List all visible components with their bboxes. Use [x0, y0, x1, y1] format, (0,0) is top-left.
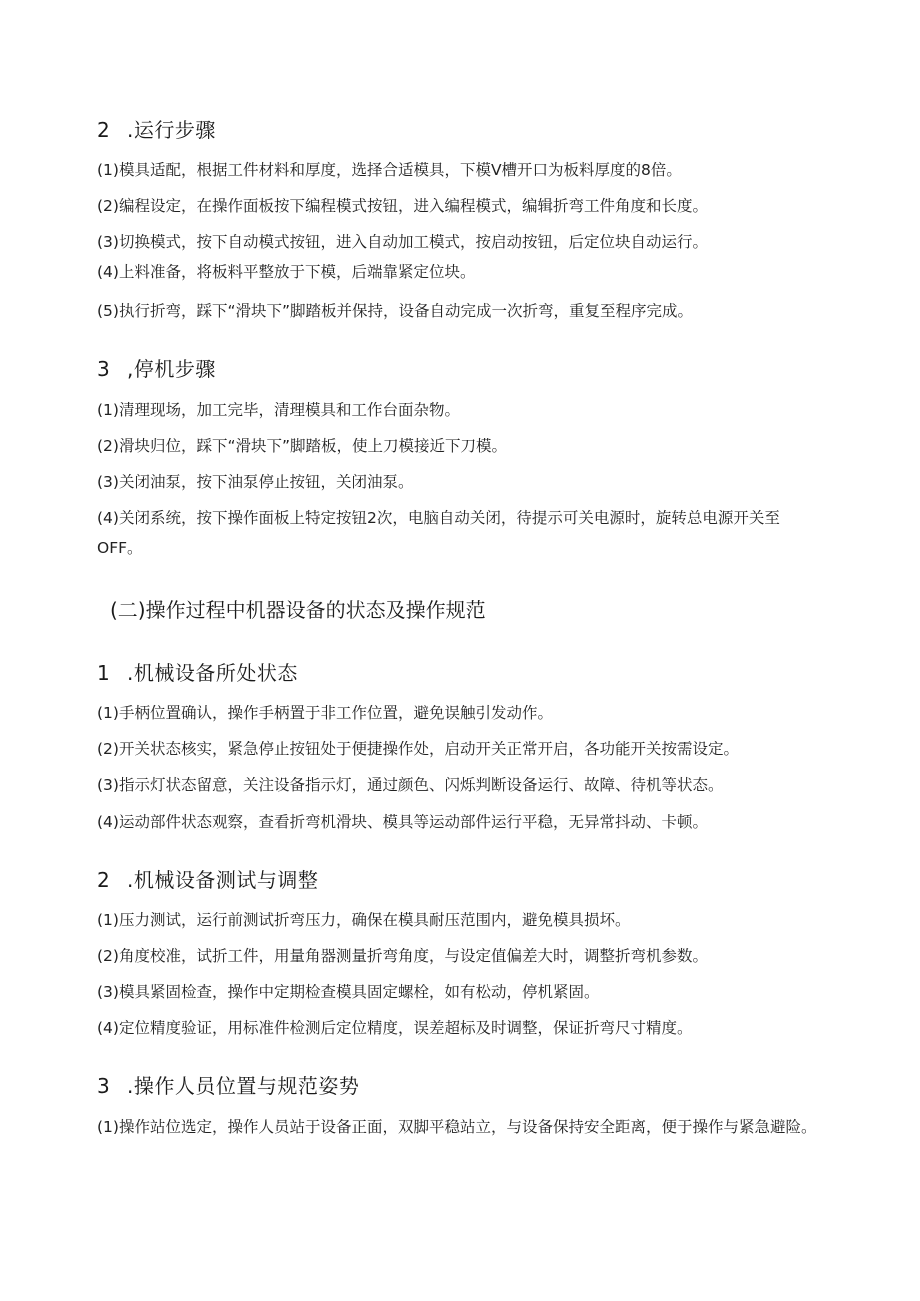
section-heading-run	[97, 117, 216, 143]
list-item: (4)运动部件状态观察，查看折弯机滑块、模具等运动部件运行平稳，无异常抖动、卡顿。	[97, 813, 708, 831]
list-item: (4)定位精度验证，用标准件检测后定位精度，误差超标及时调整，保证折弯尺寸精度。	[97, 1019, 693, 1037]
list-item: (2)角度校准，试折工件，用量角器测量折弯角度，与设定值偏差大时，调整折弯机参数。	[97, 947, 708, 965]
heading-number: 3	[97, 357, 111, 381]
heading-text: .运行步骤	[127, 118, 216, 142]
list-item: (3)指示灯状态留意，关注设备指示灯，通过颜色、闪烁判断设备运行、故障、待机等状态。	[97, 776, 724, 794]
heading-text: .机械设备所处状态	[127, 661, 298, 685]
section-heading-posture	[97, 1073, 359, 1099]
list-item: (2)开关状态核实，紧急停止按钮处于便捷操作处，启动开关正常开启，各功能开关按需设定。	[97, 740, 739, 758]
section-heading-stop	[97, 356, 216, 382]
list-item: (2)编程设定，在操作面板按下编程模式按钮，进入编程模式，编辑折弯工件角度和长度。	[97, 197, 708, 215]
heading-number: 2	[97, 868, 111, 892]
heading-number: 2	[97, 118, 111, 142]
heading-text: ,停机步骤	[127, 357, 216, 381]
list-item: (4)上料准备，将板料平整放于下模，后端靠紧定位块。	[97, 263, 476, 281]
section-heading-test	[97, 867, 318, 893]
section-heading-state	[97, 660, 298, 686]
list-item: (3)模具紧固检查，操作中定期检查模具固定螺栓，如有松动，停机紧固。	[97, 983, 600, 1001]
heading-text: .机械设备测试与调整	[127, 868, 319, 892]
list-item: (3)关闭油泵，按下油泵停止按钮，关闭油泵。	[97, 473, 414, 491]
heading-text: .操作人员位置与规范姿势	[127, 1074, 360, 1098]
list-item: (1)模具适配，根据工件材料和厚度，选择合适模具，下模V槽开口为板料厚度的8倍。	[97, 161, 682, 179]
list-item: (1)操作站位选定，操作人员站于设备正面，双脚平稳站立，与设备保持安全距离，便于操作与紧急避险。	[97, 1118, 817, 1136]
list-item: (1)清理现场，加工完毕，清理模具和工作台面杂物。	[97, 401, 460, 419]
part-title: (二)操作过程中机器设备的状态及操作规范	[110, 598, 486, 622]
list-item: (1)手柄位置确认，操作手柄置于非工作位置，避免误触引发动作。	[97, 704, 553, 722]
list-item: (4)关闭系统，按下操作面板上特定按钮2次，电脑自动关闭，待提示可关电源时，旋转总电源开关至OFF。	[97, 509, 780, 557]
list-item: (2)滑块归位，踩下“滑块下”脚踏板，使上刀模接近下刀模。	[97, 437, 508, 455]
heading-number: 1	[97, 661, 111, 685]
list-item: (1)压力测试，运行前测试折弯压力，确保在模具耐压范围内，避免模具损坏。	[97, 911, 631, 929]
list-item: (5)执行折弯，踩下“滑块下”脚踏板并保持，设备自动完成一次折弯，重复至程序完成。	[97, 302, 694, 320]
heading-number: 3	[97, 1074, 111, 1098]
list-item: (3)切换模式，按下自动模式按钮，进入自动加工模式，按启动按钮，后定位块自动运行。	[97, 233, 708, 251]
